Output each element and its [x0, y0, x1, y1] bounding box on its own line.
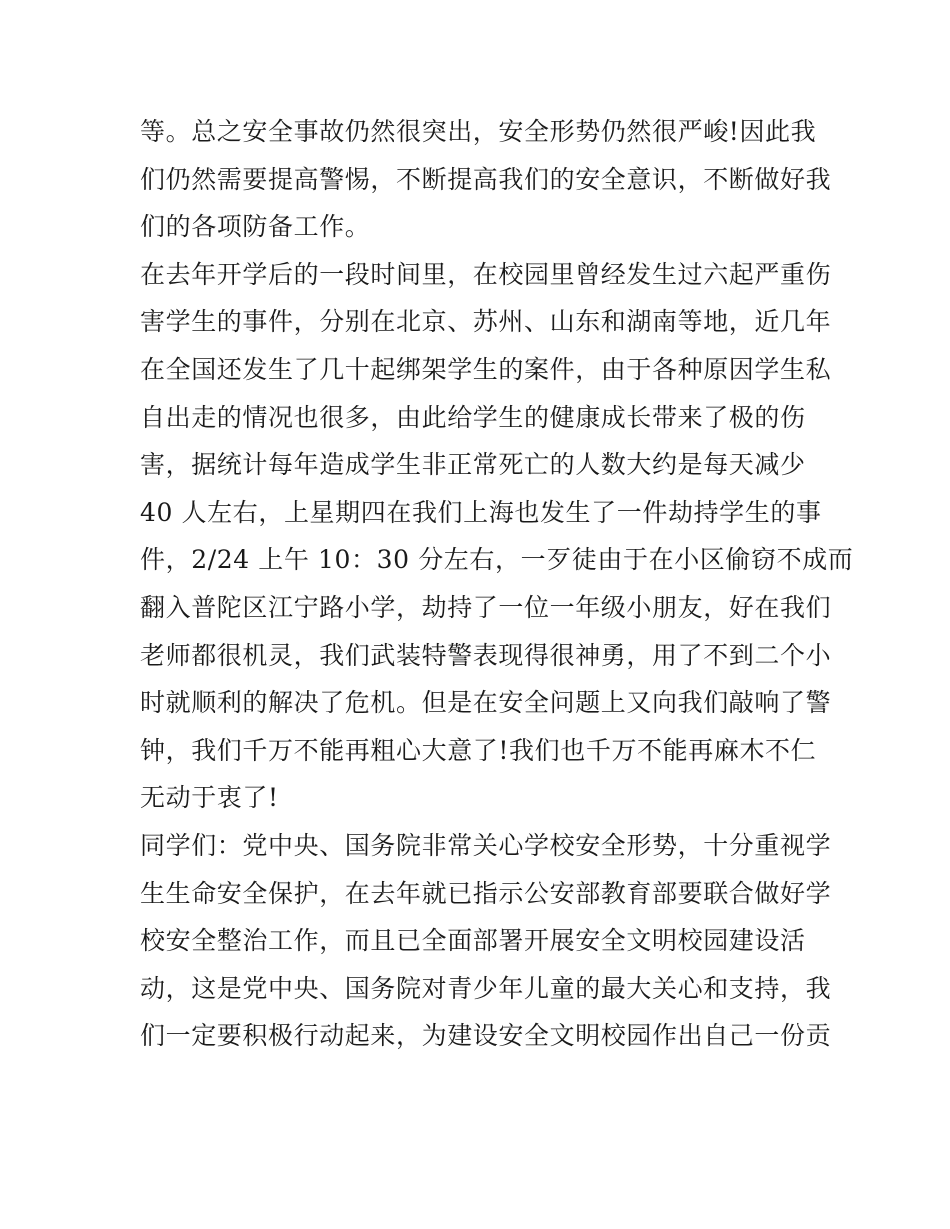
text-line: 件，2/24 上午 10：30 分左右，一歹徒由于在小区偷窃不成而	[140, 545, 854, 575]
text-line: 等。总之安全事故仍然很突出，安全形势仍然很严峻!因此我	[140, 117, 817, 146]
text-line: 无动于衷了!	[140, 783, 279, 813]
text-line: 生生命安全保护，在去年就已指示公安部教育部要联合做好学	[140, 878, 832, 908]
text-line: 40 人左右，上星期四在我们上海也发生了一件劫持学生的事	[140, 497, 822, 527]
text-line: 自出走的情况也很多，由此给学生的健康成长带来了极的伤	[140, 402, 806, 432]
text-line: 翻入普陀区江宁路小学，劫持了一位一年级小朋友，好在我们	[140, 592, 832, 622]
text-line: 时就顺利的解决了危机。但是在安全问题上又向我们敲响了警	[140, 688, 832, 718]
text-line: 在去年开学后的一段时间里，在校园里曾经发生过六起严重伤	[140, 259, 832, 289]
text-line: 们仍然需要提高警惕，不断提高我们的安全意识，不断做好我	[140, 164, 832, 194]
text-line: 在全国还发生了几十起绑架学生的案件，由于各种原因学生私	[140, 354, 832, 384]
text-line: 校安全整治工作，而且已全面部署开展安全文明校园建设活	[140, 926, 806, 956]
text-line: 害学生的事件，分别在北京、苏州、山东和湖南等地，近几年	[140, 307, 832, 337]
text-line: 动，这是党中央、国务院对青少年儿童的最大关心和支持，我	[140, 973, 832, 1003]
text-line: 钟，我们千万不能再粗心大意了!我们也千万不能再麻木不仁	[140, 735, 817, 765]
text-line: 老师都很机灵，我们武装特警表现得很神勇，用了不到二个小	[140, 640, 832, 670]
document-body-text	[140, 108, 854, 1060]
text-line: 害，据统计每年造成学生非正常死亡的人数大约是每天减少	[140, 450, 806, 480]
text-line: 同学们：党中央、国务院非常关心学校安全形势，十分重视学	[140, 830, 832, 860]
text-line: 们的各项防备工作。	[140, 212, 371, 242]
text-line: 们一定要积极行动起来，为建设安全文明校园作出自己一份贡	[140, 1021, 832, 1051]
